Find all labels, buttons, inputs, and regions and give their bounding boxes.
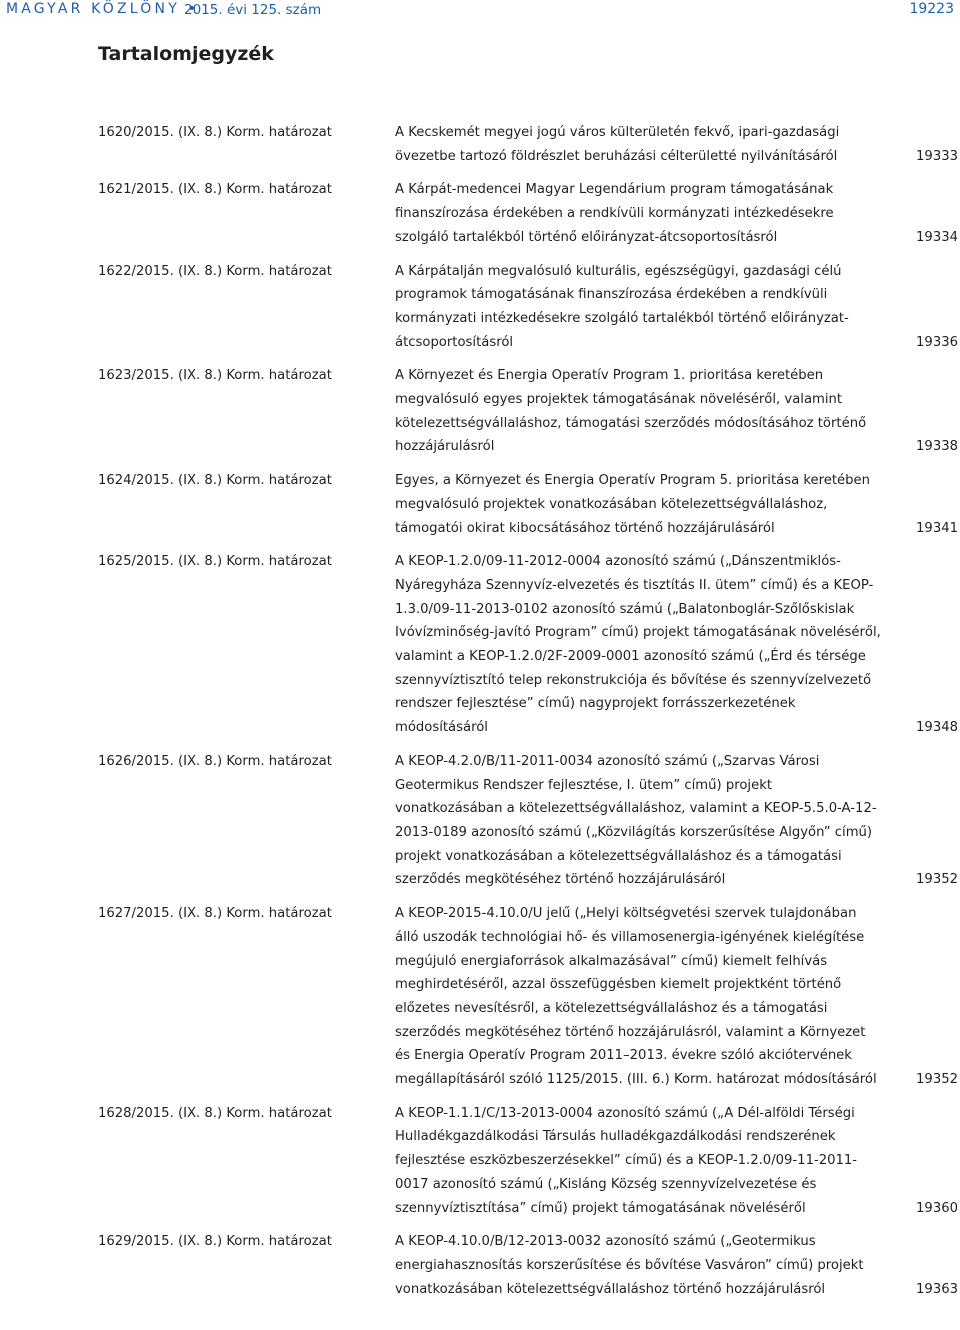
entry-page-number: 19360: [916, 1200, 958, 1216]
toc-list: [0, 121, 960, 1311]
entry-page-number: 19363: [916, 1281, 958, 1297]
entry-title: Egyes, a Környezet és Energia Operatív Program 5. prioritása keretében megvalósuló projektek vonatkozásában kötelezettségvállaláshoz, támogatói okirat kibocsátásához történő hozzájárulásáról: [395, 473, 871, 536]
entry-title: A KEOP-1.2.0/09-11-2012-0004 azonosító számú („Dánszentmiklós-Nyáregyháza Szennyvíz-elvezetés és tisztítás II. ütem” című) és a KEOP-1.3.0/09-11-2013-0102 azonosító számú („Balatonboglár-Szőlőskislak Ivóvízminőség-javító Program” című) projekt támogatásának növeléséről, valamint a KEOP-1.2.0/2F-2009-0001 azonosító számú („Érd és térsége szennyvíztisztító telep rekonstrukciója és bővítése és szennyvízelvezető rendszer fejlesztése” című) nagyprojekt forrásszerkezetének módosításáról: [395, 554, 881, 736]
toc-entry: [0, 121, 960, 168]
entry-page-number: 19333: [916, 148, 958, 164]
toc-entry: [0, 550, 960, 740]
entry-reference: 1628/2015. (IX. 8.) Korm. határozat: [98, 1105, 332, 1121]
running-header: [6, 1, 954, 21]
toc-entry: [0, 178, 960, 249]
toc-entry: [0, 469, 960, 540]
entry-title: A Kárpátalján megvalósuló kulturális, egészségügyi, gazdasági célú programok támogatásának finanszírozása érdekében a rendkívüli kormányzati intézkedésekre szolgáló tartalékból történő előirányzat-átcsoportosításról: [395, 263, 849, 350]
entry-page-number: 19341: [916, 520, 958, 536]
entry-reference: 1623/2015. (IX. 8.) Korm. határozat: [98, 368, 332, 384]
entry-title: A KEOP-4.10.0/B/12-2013-0032 azonosító számú („Geotermikus energiahasznosítás korszerűsítése és bővítése Vasváron” című) projekt vonatkozásában kötelezettségvállaláshoz történő hozzájárulásról: [395, 1234, 864, 1297]
entry-reference: 1626/2015. (IX. 8.) Korm. határozat: [98, 753, 332, 769]
entry-reference: 1629/2015. (IX. 8.) Korm. határozat: [98, 1234, 332, 1250]
entry-reference: 1624/2015. (IX. 8.) Korm. határozat: [98, 473, 332, 489]
toc-entry: [0, 902, 960, 1092]
entry-title: A Környezet és Energia Operatív Program 1. prioritása keretében megvalósuló egyes projektek támogatásának növeléséről, valamint kötelezettségvállaláshoz, támogatási szerződés módosításához történő hozzájárulásról: [395, 368, 867, 455]
issue-number: 2015. évi 125. szám: [184, 2, 322, 18]
toc-entry: [0, 1230, 960, 1301]
toc-entry: [0, 1102, 960, 1221]
entry-page-number: 19352: [916, 1072, 958, 1088]
journal-name: MAGYAR KÖZLÖNY •: [6, 1, 200, 17]
toc-title: Tartalomjegyzék: [98, 43, 274, 65]
page-number: 19223: [909, 1, 954, 17]
entry-title: A Kecskemét megyei jogú város külterületén fekvő, ipari-gazdasági övezetbe tartozó földrészlet beruházási célterületté nyilvánításáról: [395, 125, 840, 164]
toc-entry: [0, 364, 960, 459]
entry-page-number: 19336: [916, 334, 958, 350]
entry-reference: 1621/2015. (IX. 8.) Korm. határozat: [98, 182, 332, 198]
entry-title: A KEOP-4.2.0/B/11-2011-0034 azonosító számú („Szarvas Városi Geotermikus Rendszer fejlesztése, I. ütem” című) projekt vonatkozásában a kötelezettségvállaláshoz, valamint a KEOP-5.5.0-A-12-2013-0189 azonosító számú („Közvilágítás korszerűsítése Algyőn” című) projekt vonatkozásában a kötelezettségvállaláshoz és a támogatási szerződés megkötéséhez történő hozzájárulásáról: [395, 753, 877, 888]
entry-title: A KEOP-2015-4.10.0/U jelű („Helyi költségvetési szervek tulajdonában álló uszodák technológiai hő- és villamosenergia-igényének kielégítése megújuló energiaforrások alkalmazásával” című) kiemelt felhívás meghirdetéséről, azzal összefüggésben kiemelt projektként történő előzetes nevesítésről, a kötelezettségvállaláshoz és a támogatási szerződés megkötéséhez történő hozzájárulásról, valamint a Környezet és Energia Operatív Program 2011–2013. évekre szóló akciótervének megállapításáról szóló 1125/2015. (III. 6.) Korm. határozat módosításáról: [395, 906, 877, 1088]
entry-reference: 1625/2015. (IX. 8.) Korm. határozat: [98, 554, 332, 570]
entry-reference: 1622/2015. (IX. 8.) Korm. határozat: [98, 263, 332, 279]
entry-page-number: 19334: [916, 229, 958, 245]
entry-reference: 1627/2015. (IX. 8.) Korm. határozat: [98, 906, 332, 922]
entry-reference: 1620/2015. (IX. 8.) Korm. határozat: [98, 125, 332, 140]
entry-title: A KEOP-1.1.1/C/13-2013-0004 azonosító számú („A Dél-alföldi Térségi Hulladékgazdálkodási Társulás hulladékgazdálkodási rendszerének fejlesztése eszközbeszerzésekkel” című) és a KEOP-1.2.0/09-11-2011-0017 azonosító számú („Kisláng Község szennyvízelvezetése és szennyvíztisztítása” című) projekt támogatásának növeléséről: [395, 1105, 858, 1216]
toc-entry: [0, 260, 960, 355]
entry-page-number: 19348: [916, 720, 958, 736]
toc-entry: [0, 750, 960, 892]
entry-page-number: 19338: [916, 439, 958, 455]
entry-title: A Kárpát-medencei Magyar Legendárium program támogatásának finanszírozása érdekében a rendkívüli kormányzati intézkedésekre szolgáló tartalékból történő előirányzat-átcsoportosításról: [395, 182, 834, 245]
entry-page-number: 19352: [916, 872, 958, 888]
